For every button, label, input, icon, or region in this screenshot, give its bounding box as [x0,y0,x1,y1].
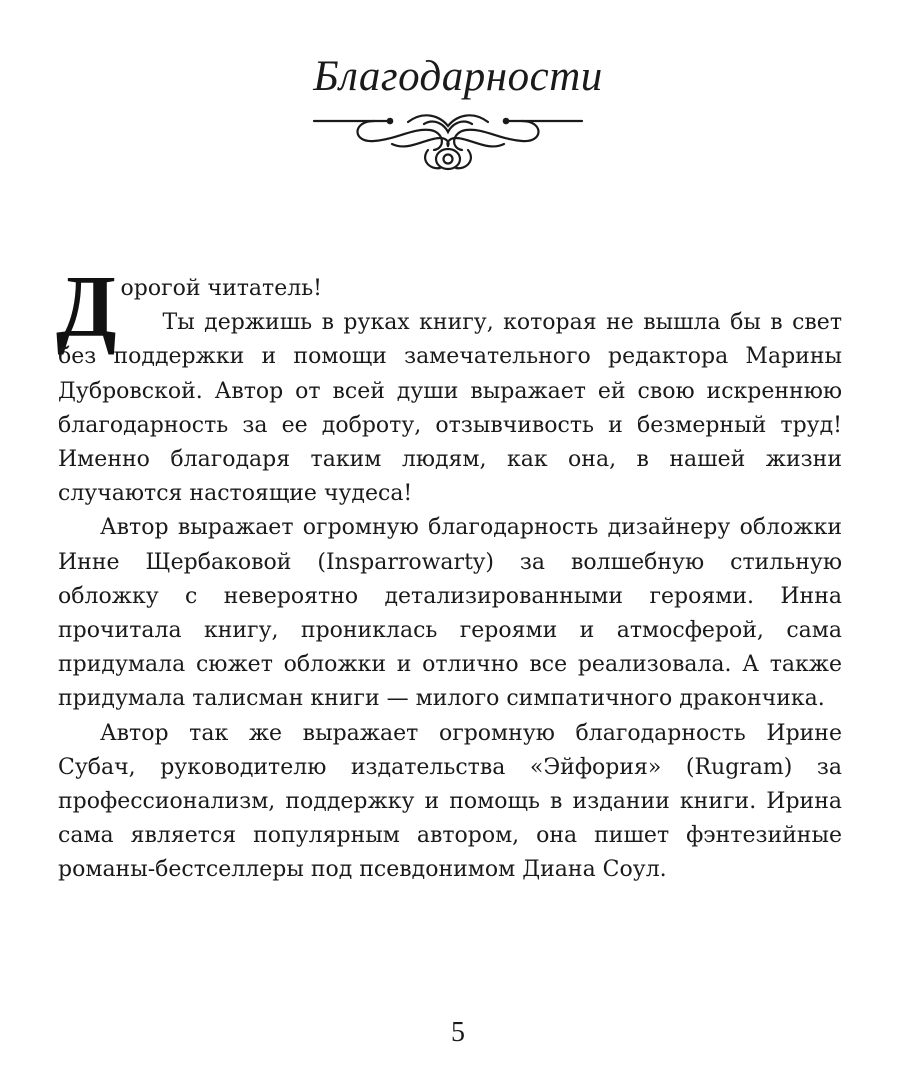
page-number: 5 [451,1017,465,1048]
paragraph-2: Автор выражает огромную благодарность дизайнеру обложки Инне Щербаковой (Insparrowarty) за волшебную стильную обложку с невероятно детализированными героями. Инна прочитала книгу, прониклась героями и атмосферой, сама придумала сюжет обложки и отлично все реализовала. А также придумала талисман книги — милого симпатичного дракончика. [58,515,842,712]
page-title: Благодарности [313,53,603,100]
flourish-divider-icon [312,108,584,180]
drop-cap: Д [56,259,117,356]
acknowledgements-text [56,259,842,888]
paragraph-3: Автор так же выражает огромную благодарность Ирине Субач, руководителю издательства «Эйфория» (Rugram) за профессионализм, поддержку и помощь в издании книги. Ирина сама является популярным автором, она пишет фэнтезийные романы-бестселлеры под псевдонимом Диана Соул. [58,720,842,883]
greeting-line: орогой читатель! [120,276,323,301]
paragraph-1: Ты держишь в руках книгу, которая не вышла бы в свет без поддержки и помощи замечательного редактора Марины Дубровской. Автор от всей души выражает ей свою искреннюю благодарность за ее доброту, отзывчивость и безмерный труд! Именно благодаря таким людям, как она, в нашей жизни случаются настоящие чудеса! [58,310,842,507]
opening-paragraph [56,259,842,511]
